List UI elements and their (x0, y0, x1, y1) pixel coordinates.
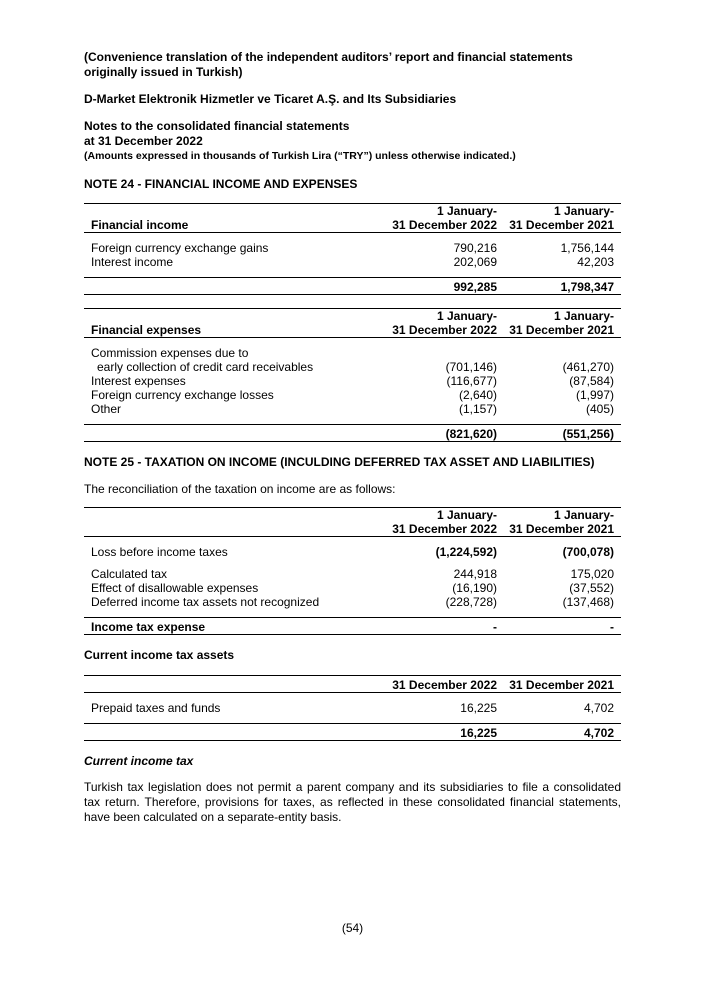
table-row: Interest expenses (116,677) (87,584) (91, 374, 614, 388)
financial-income-table (84, 203, 621, 295)
col-header-2021-l1: 1 January- (504, 204, 621, 219)
table-row: Loss before income taxes (1,224,592) (700,078) (91, 545, 614, 559)
amounts-note: (Amounts expressed in thousands of Turkish Lira (“TRY”) unless otherwise indicated.) (84, 150, 516, 162)
notes-title: Notes to the consolidated financial statements (84, 119, 350, 133)
current-income-tax-title: Current income tax (84, 754, 194, 768)
total-row: 992,285 1,798,347 (84, 278, 621, 295)
table-row: Foreign currency exchange losses (2,640) (1,997) (91, 388, 614, 402)
table-row: Foreign currency exchange gains 790,216 1,756,144 (91, 241, 614, 255)
page-number: (54) (341, 921, 364, 935)
financial-expenses-table: 1 January- 1 January- Financial expenses 31 December 2022 31 December 2021 Commission expenses due to early collection of credit card receivables (701,146) (461,270) Interest expenses (116,677) (87,584) Foreign currency exchange losses (2,640) (1,997) Other (1,157) (405) (821,620) (551,256) (84, 308, 621, 442)
note25-title: NOTE 25 - TAXATION ON INCOME (INCULDING DEFERRED TAX ASSET AND LIABILITIES) (84, 455, 595, 469)
company-name: D-Market Elektronik Hizmetler ve Ticaret A.Ş. and Its Subsidiaries (84, 92, 457, 106)
table-row: Prepaid taxes and funds 16,225 4,702 (91, 701, 614, 715)
total-row: 16,225 4,702 (84, 724, 621, 741)
col-header-2022-l1: 1 January- (387, 204, 504, 219)
income-tax-expense-row: Income tax expense - - (84, 618, 621, 635)
current-tax-assets-table: 31 December 2022 31 December 2021 Prepaid taxes and funds 16,225 4,702 16,225 4,702 (84, 675, 621, 741)
current-tax-assets-title: Current income tax assets (84, 648, 235, 662)
translation-note: (Convenience translation of the independent auditors’ report and financial statements originally issued in Turkish) (84, 50, 573, 79)
table-row: Commission expenses due to (91, 346, 249, 360)
tax-reconciliation-table: 1 January- 1 January- 31 December 2022 31 December 2021 Loss before income taxes (1,224,592) (700,078) Calculated tax 244,918 175,020 Effect of disallowable expenses (16,190) (37,552) Deferred income tax assets not recognized (228,728) (137,468) Income tax expense - - (84, 507, 621, 635)
note24-title: NOTE 24 - FINANCIAL INCOME AND EXPENSES (84, 177, 358, 191)
table-row: Other (1,157) (405) (91, 402, 614, 416)
current-income-tax-text: Turkish tax legislation does not permit a parent company and its subsidiaries to file a consolidated tax return. Therefore, provisions for taxes, as reflected in these consolidated financial statements, have been calculated on a separate-entity basis. (84, 780, 621, 824)
col-header-2022-l2: 31 December 2022 (387, 218, 504, 233)
table-row: Deferred income tax assets not recognized (228,728) (137,468) (91, 595, 614, 609)
financial-income-heading: Financial income (84, 218, 387, 233)
table-row: Effect of disallowable expenses (16,190) (37,552) (91, 581, 614, 595)
financial-expenses-heading: Financial expenses (84, 323, 387, 338)
document-page (84, 50, 621, 825)
table-row: Calculated tax 244,918 175,020 (91, 567, 614, 581)
table-row: early collection of credit card receivables (701,146) (461,270) (97, 360, 614, 374)
report-date: at 31 December 2022 (84, 134, 203, 148)
total-row: (821,620) (551,256) (84, 425, 621, 442)
col-header-2021-l2: 31 December 2021 (504, 218, 621, 233)
note25-intro: The reconciliation of the taxation on income are as follows: (84, 482, 396, 496)
table-row: Interest income 202,069 42,203 (91, 255, 614, 269)
